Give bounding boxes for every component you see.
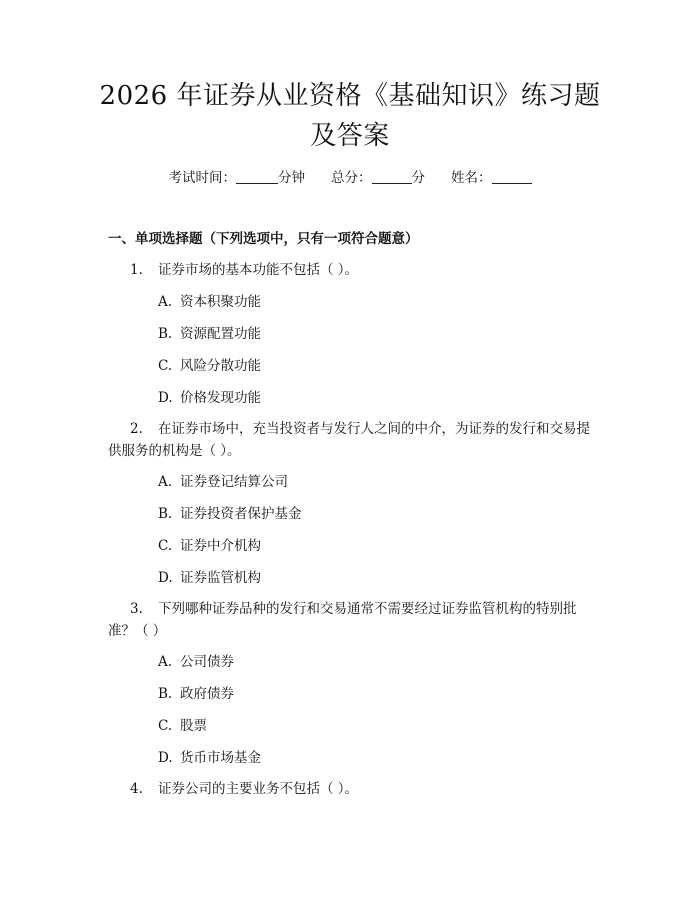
option-letter: A. [158,654,173,670]
option-letter: A. [158,294,173,310]
option-2b[interactable] [158,504,302,524]
question-number: 1. [130,262,143,278]
option-text: 价格发现功能 [180,390,261,406]
option-letter: B. [158,506,173,522]
option-text: 股票 [180,718,207,734]
option-letter: D. [158,390,173,406]
total-score-unit: 分 [411,170,425,186]
total-score [331,168,425,188]
option-letter: B. [158,686,173,702]
question-text: 证券公司的主要业务不包括（ ）。 [158,781,359,797]
option-1d[interactable] [158,388,261,408]
option-text: 证券监管机构 [180,570,261,586]
section-heading: 一、单项选择题（下列选项中，只有一项符合题意） [108,231,419,247]
option-text: 政府债券 [180,686,234,702]
exam-time [169,168,306,188]
exam-info-line [0,168,700,188]
exam-time-unit: 分钟 [278,170,305,186]
option-text: 资本积聚功能 [180,294,261,310]
question-number: 4. [130,781,143,797]
student-name-label: 姓名： [451,170,492,186]
question-2 [108,418,602,462]
option-text: 证券登记结算公司 [180,474,288,490]
option-1b[interactable] [158,324,261,344]
option-3a[interactable] [158,652,234,672]
question-text: 在证券市场中，充当投资者与发行人之间的中介，为证券的发行和交易提供服务的机构是（ ）。 [108,421,590,459]
question-1 [108,259,602,281]
option-letter: C. [158,538,173,554]
option-letter: A. [158,474,173,490]
option-text: 证券投资者保护基金 [180,506,302,522]
option-letter: D. [158,570,173,586]
option-letter: B. [158,326,173,342]
option-3d[interactable] [158,748,261,768]
document-title: 2026 年证券从业资格《基础知识》练习题及答案 [99,81,601,151]
option-text: 资源配置功能 [180,326,261,342]
question-number: 2. [130,421,143,437]
question-number: 3. [130,601,143,617]
option-text: 证券中介机构 [180,538,261,554]
option-2c[interactable] [158,536,261,556]
student-name-blank[interactable] [492,169,532,184]
option-letter: D. [158,750,173,766]
total-score-label: 总分： [331,170,372,186]
option-1c[interactable] [158,356,261,376]
question-4 [108,778,602,800]
total-score-blank[interactable] [372,169,412,184]
exam-time-blank[interactable] [236,169,278,184]
option-2a[interactable] [158,472,288,492]
option-3c[interactable] [158,716,207,736]
option-letter: C. [158,358,173,374]
question-text: 证券市场的基本功能不包括（ ）。 [158,262,359,278]
student-name [451,168,532,188]
option-1a[interactable] [158,292,261,312]
option-2d[interactable] [158,568,261,588]
option-text: 公司债券 [180,654,234,670]
option-letter: C. [158,718,173,734]
question-text: 下列哪种证券品种的发行和交易通常不需要经过证券监管机构的特别批准？（ ） [108,601,577,639]
question-3 [108,598,602,642]
option-3b[interactable] [158,684,234,704]
option-text: 货币市场基金 [180,750,261,766]
exam-time-label: 考试时间： [168,170,236,186]
option-text: 风险分散功能 [180,358,261,374]
